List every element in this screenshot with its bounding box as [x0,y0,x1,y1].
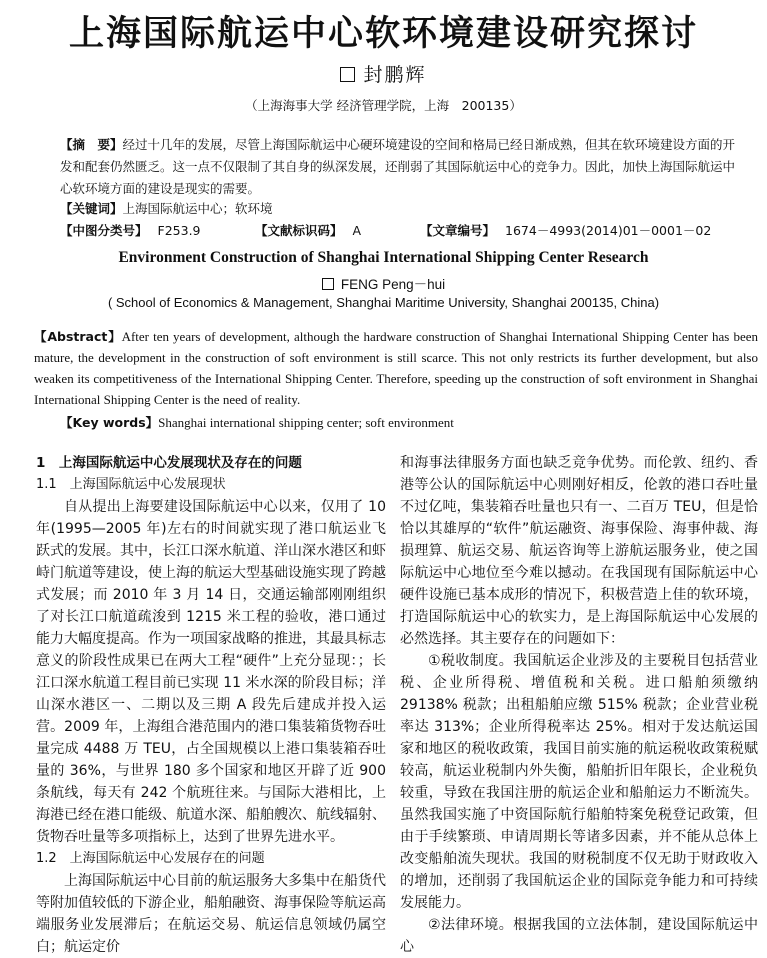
section-1-2-heading: 1.2 上海国际航运中心发展存在的问题 [36,851,265,866]
clc-number [60,221,201,239]
keywords-cn-label: 【关键词】 [60,201,123,216]
clc-value: F253.9 [157,223,201,238]
keywords-en-text: Shanghai international shipping center; soft environment [158,415,454,430]
article-value: 1674－4993(2014)01－0001－02 [505,223,712,238]
right-paragraph-3: ②法律环境。根据我国的立法体制，建设国际航运中心 [400,917,758,955]
section-1-heading: 1 上海国际航运中心发展现状及存在的问题 [36,455,302,471]
section-1-2-paragraph: 上海国际航运中心目前的航运服务大多集中在船货代等附加值较低的下游企业，船舶融资、海事保险等航运高端服务业发展滞后；在航运交易、航运信息领域仍属空白；航运定价 [36,873,386,955]
keywords-cn-text: 上海国际航运中心；软环境 [122,201,273,216]
abstract-cn-text: 经过十几年的发展，尽管上海国际航运中心硬环境建设的空间和格局已经日渐成熟，但其在软环境建设方面的开发和配套仍然匮乏。这一点不仅限制了其自身的纵深发展，还削弱了其国际航运中心的竞争力。因此，加快上海国际航运中心软环境方面的建设是现实的需要。 [60,137,736,196]
author-cn [0,60,767,87]
abstract-en-label: 【Abstract】 [34,329,122,344]
section-1-1-heading: 1.1 上海国际航运中心发展现状 [36,477,226,492]
section-1-1-paragraph: 自从提出上海要建设国际航运中心以来，仅用了 10 年(1995—2005 年)左右的时间就实现了港口航运业飞跃式的发展。其中，长江口深水航道、洋山深水港区和虾峙门航道等建设，使上海的航运大型基础设施实现了跨越式发展；而 2010 年 3 月 14 日，交通运输部刚刚组织了对长江口航道疏浚到 1215 米工程的验收，港口通过能力大幅度提高。作为一项国家战略的推进，其最具标志意义的阶段性成果已在两大工程“硬件”上充分显现：；长江口深水航道工程目前已实现 11 米水深的阶段目标；洋山深水港区一、二期以及三期 A 段先后建成并投入运营。2009 年，上海组合港范围内的港口集装箱货物吞吐量完成 4488 万 TEU，占全国规模以上港口集装箱吞吐量的 36%，与世界 180 多个国家和地区开辟了近 900 条航线，每天有 242 个航班往来。与国际大港相比，上海港已经在港口能级、航道水深、船舶艘次、航线辐射、货物吞吐量等多项指标上，达到了世界先进水平。 [36,499,386,845]
abstract-cn [60,134,740,200]
body-left-column [36,452,386,958]
author-en-name: FENG Peng－hui [340,277,446,292]
doc-code [255,221,361,239]
author-box-icon [340,67,355,82]
right-paragraph-1: 和海事法律服务方面也缺乏竞争优势。而伦敦、纽约、香港等公认的国际航运中心则刚好相反，伦敦的港口吞吐量不过亿吨，集装箱吞吐量也只有一、二百万 TEU，但是恰恰以其雄厚的“软件”航运融资、海事保险、海事仲裁、海损理算、航运交易、航运咨询等上游航运服务业，使之国际航运中心地位至今难以撼动。在我国现有国际航运中心硬件设施已基本成形的情况下，积极营造上佳的软环境，打造国际航运中心的软实力，是上海国际航运中心发展的必然选择。其主要存在的问题如下： [400,455,758,647]
abstract-en-text: After ten years of development, although the hardware construction of Shanghai International Shipping Center has been mature, the development in the construction of soft environment is still scarce. This not only restricts its further development, but also weaken its competitiveness of the International Shipping Center. Therefore, speeding up the construction of soft environment in Shanghai International Shipping Center is the need of reality. [34,329,759,407]
doc-value: A [352,223,362,238]
abstract-cn-label: 【摘 要】 [60,137,123,152]
doc-label: 【文献标识码】 [255,223,343,238]
paper-title-en: Environment Construction of Shanghai International Shipping Center Research [118,249,649,266]
author-cn-name: 封鹏辉 [363,64,427,86]
article-label: 【文章编号】 [420,223,496,238]
keywords-cn [60,199,273,217]
keywords-en-label: 【Key words】 [60,415,159,430]
affiliation-cn: （上海海事大学 经济管理学院，上海 200135） [245,98,522,113]
right-paragraph-2: ①税收制度。我国航运企业涉及的主要税目包括营业税、企业所得税、增值税和关税。进口船舶须缴纳 29138% 税款；出租船舶应缴 515% 税款；企业营业税率达 313%；企业所得税率达 25%。相对于发达航运国家和地区的税收政策，我国目前实施的航运税收政策税赋较高，航运业税制内外失衡，船舶折旧年限长，企业税负较重，导致在我国注册的航运企业和船舶运力不断流失。虽然我国实施了中资国际航行船舶特案免税登记政策，但由于手续繁琐、申请周期长等诸多因素，并不能从总体上改变船舶流失现状。我国的财税制度不仅无助于财政收入的增加，还削弱了我国航运企业的国际竞争能力和可持续发展能力。 [400,653,758,911]
author-en [0,273,767,293]
clc-label: 【中图分类号】 [60,223,148,238]
abstract-en [34,326,758,410]
body-right-column [400,452,758,958]
paper-title-cn: 上海国际航运中心软环境建设研究探讨 [68,14,698,54]
article-number [420,221,711,239]
affiliation-en: ( School of Economics & Management, Shanghai Maritime University, Shanghai 200135, China) [107,295,660,310]
keywords-en [60,413,454,431]
author-en-box-icon [322,278,334,290]
